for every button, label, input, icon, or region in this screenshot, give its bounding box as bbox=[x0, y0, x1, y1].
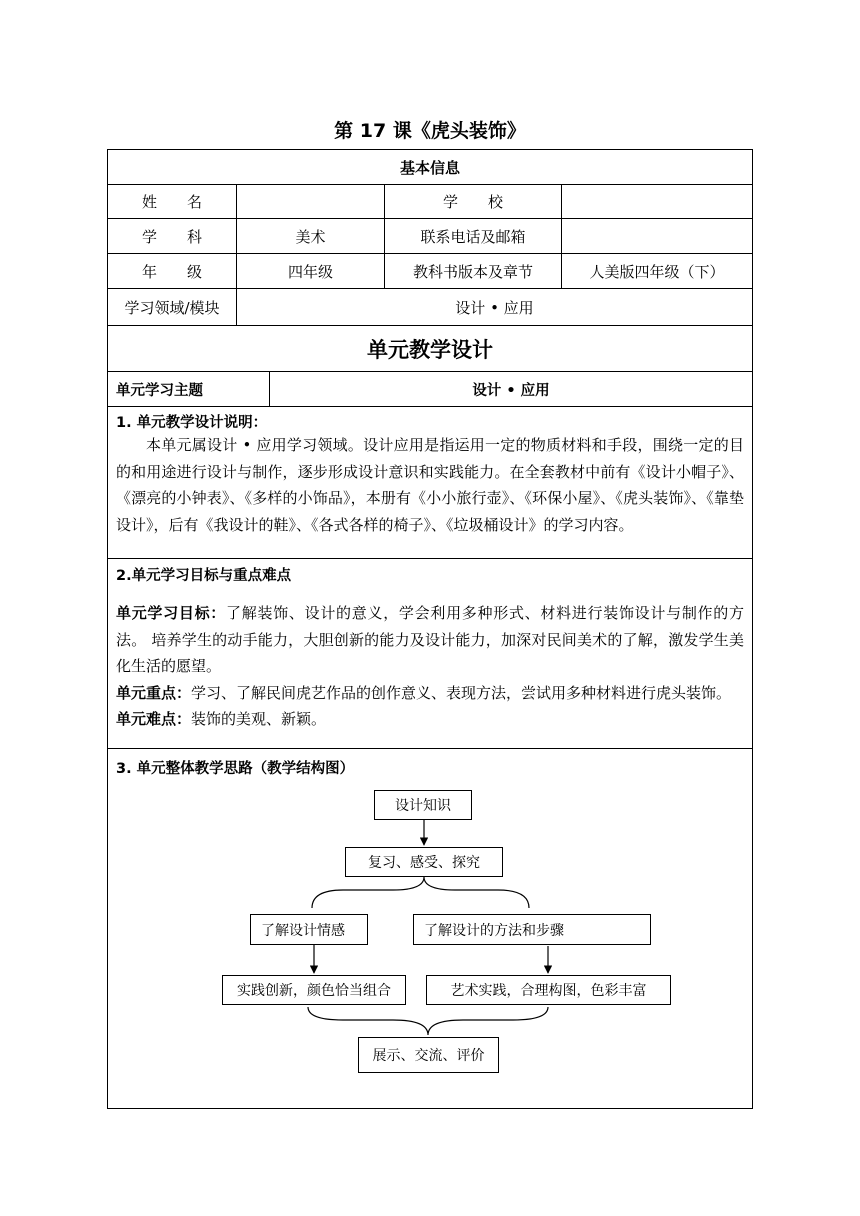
unit-header: 单元教学设计 bbox=[367, 337, 493, 362]
flow-node-art-practice: 艺术实践，合理构图，色彩丰富 bbox=[426, 975, 671, 1005]
contact-label: 联系电话及邮箱 bbox=[385, 219, 562, 253]
school-label: 学 校 bbox=[385, 185, 562, 218]
subject-label: 学 科 bbox=[108, 219, 237, 253]
flow-node-practice-innovate: 实践创新，颜色恰当组合 bbox=[222, 975, 406, 1005]
brace-merge bbox=[308, 1007, 548, 1035]
textbook-value: 人美版四年级（下） bbox=[589, 262, 725, 281]
section1-body: 本单元属设计 • 应用学习领域。设计应用是指运用一定的物质材料和手段，围绕一定的目的和用途进行设计与制作，逐步形成设计意识和实践能力。在全套教材中前有《设计小帽子》、《漂亮的小钟表》、《多样的小饰品》，本册有《小小旅行壶》、《环保小屋》、《虎头装饰》、《靠垫设计》，后有《我设计的鞋》、《各式各样的椅子》、《垃圾桶设计》的学习内容。 bbox=[116, 436, 744, 534]
domain-label: 学习领域/模块 bbox=[108, 289, 237, 325]
key-label: 单元重点： bbox=[116, 683, 192, 702]
name-label: 姓 名 bbox=[108, 185, 237, 218]
flowchart-connectors bbox=[108, 150, 752, 1108]
flow-node-emotion: 了解设计情感 bbox=[250, 914, 368, 945]
domain-value: 设计 • 应用 bbox=[455, 298, 534, 317]
brace-split bbox=[312, 877, 529, 908]
unit-theme-label: 单元学习主题 bbox=[108, 372, 270, 406]
flow-node-review: 复习、感受、探究 bbox=[345, 847, 503, 877]
basic-info-header: 基本信息 bbox=[399, 158, 460, 177]
flow-node-display: 展示、交流、评价 bbox=[358, 1037, 499, 1073]
page-title: 第 17 课《虎头装饰》 bbox=[334, 120, 526, 142]
goal-label: 单元学习目标： bbox=[116, 604, 227, 622]
section2-heading: 2.单元学习目标与重点难点 bbox=[116, 568, 292, 584]
textbook-label: 教科书版本及章节 bbox=[385, 254, 562, 288]
difficult-text: 装饰的美观、新颖。 bbox=[191, 710, 327, 728]
lesson-plan-table bbox=[107, 149, 753, 1109]
section1-heading: 1. 单元教学设计说明： bbox=[116, 415, 268, 431]
key-text: 学习、了解民间虎艺作品的创作意义、表现方法，尝试用多种材料进行虎头装饰。 bbox=[191, 683, 732, 702]
goal-text: 了解装饰、设计的意义，学会利用多种形式、材料进行装饰设计与制作的方法。 培养学生的动手能力，大胆创新的能力及设计能力，加深对民间美术的了解，激发学生美化生活的愿望。 bbox=[116, 604, 744, 675]
flow-node-design-knowledge: 设计知识 bbox=[374, 790, 472, 820]
section3-heading: 3. 单元整体教学思路（教学结构图） bbox=[116, 761, 355, 777]
unit-theme-value: 设计 • 应用 bbox=[472, 382, 550, 399]
flow-node-method: 了解设计的方法和步骤 bbox=[413, 914, 651, 945]
subject-value: 美术 bbox=[237, 219, 385, 253]
grade-value: 四年级 bbox=[237, 254, 385, 288]
grade-label: 年 级 bbox=[108, 254, 237, 288]
difficult-label: 单元难点： bbox=[116, 710, 192, 728]
